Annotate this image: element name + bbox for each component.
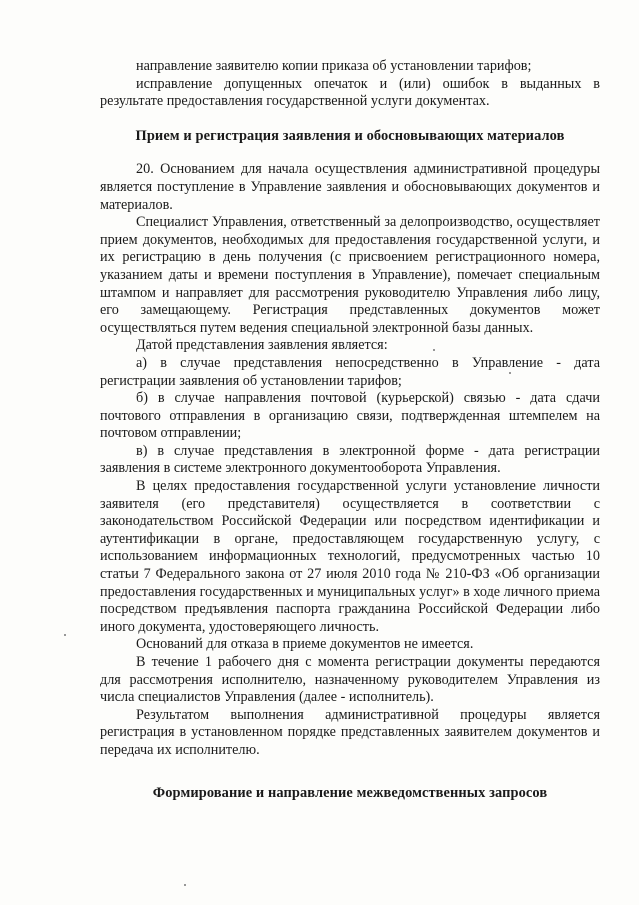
scan-speck bbox=[433, 349, 435, 351]
paragraph-no-refusal: Оснований для отказа в приеме документов не имеется. bbox=[136, 636, 474, 653]
document-body bbox=[100, 58, 600, 802]
scan-speck bbox=[184, 884, 186, 886]
paragraph-option-c: в) в случае представления в электронной форме - дата регистрации заявления в системе электронного документооборота Управления. bbox=[100, 442, 600, 477]
list-item-send-order-copy: направление заявителю копии приказа об установлении тарифов; bbox=[136, 58, 532, 74]
paragraph-option-a: а) в случае представления непосредственно в Управление - дата регистрации заявления об установлении тарифов; bbox=[100, 354, 600, 389]
paragraph-submission-date: Датой представления заявления является: bbox=[136, 337, 388, 354]
paragraph-result: Результатом выполнения административной процедуры является регистрация в установленном порядке представленных заявителем документов и передача их исполнителю. bbox=[100, 706, 600, 758]
paragraph-transfer: В течение 1 рабочего дня с момента регистрации документы передаются для рассмотрения исполнителю, назначенному руководителем Управления из числа специалистов Управления (далее - исполнитель). bbox=[100, 654, 600, 706]
paragraph-20-basis: 20. Основанием для начала осуществления административной процедуры является поступление в Управление заявления и обосновывающих документов и материалов. bbox=[100, 161, 600, 213]
scan-speck bbox=[64, 634, 66, 636]
paragraph-option-b: б) в случае направления почтовой (курьерской) связью - дата сдачи почтового отправления в организацию связи, подтвержденная штемпелем на почтовом отправлении; bbox=[100, 390, 600, 442]
paragraph-identity: В целях предоставления государственной услуги установление личности заявителя (его представителя) осуществляется в соответствии с законодательством Российской Федерации или посредством идентификации и аутентификации в органе, предоставляющем государственную услугу, с использованием информационных технологий, предусмотренных частью 10 статьи 7 Федерального закона от 27 июля 2010 года № 210-ФЗ «Об организации предоставления государственных и муниципальных услуг» в ходе личного приема посредством предъявления паспорта гражданина Российской Федерации либо иного документа, удостоверяющего личность. bbox=[100, 478, 601, 635]
paragraph-specialist: Специалист Управления, ответственный за делопроизводство, осуществляет прием документов, необходимых для предоставления государственной услуги, и их регистрацию в день получения (с присвоением регистрационного номера, указанием даты и времени поступления в Управление), помечает специальным штампом и направляет для рассмотрения руководителю Управления либо лицу, его замещающему. Регистрация представленных документов может осуществляться путем ведения специальной электронной базы данных. bbox=[100, 214, 600, 336]
section-heading-interagency: Формирование и направление межведомственных запросов bbox=[152, 784, 548, 801]
list-item-correct-errors: исправление допущенных опечаток и (или) ошибок в выданных в результате предоставления государственной услуги документах. bbox=[100, 75, 600, 110]
scan-speck bbox=[509, 372, 511, 374]
section-heading-reception: Прием и регистрация заявления и обосновывающих материалов bbox=[135, 127, 565, 144]
